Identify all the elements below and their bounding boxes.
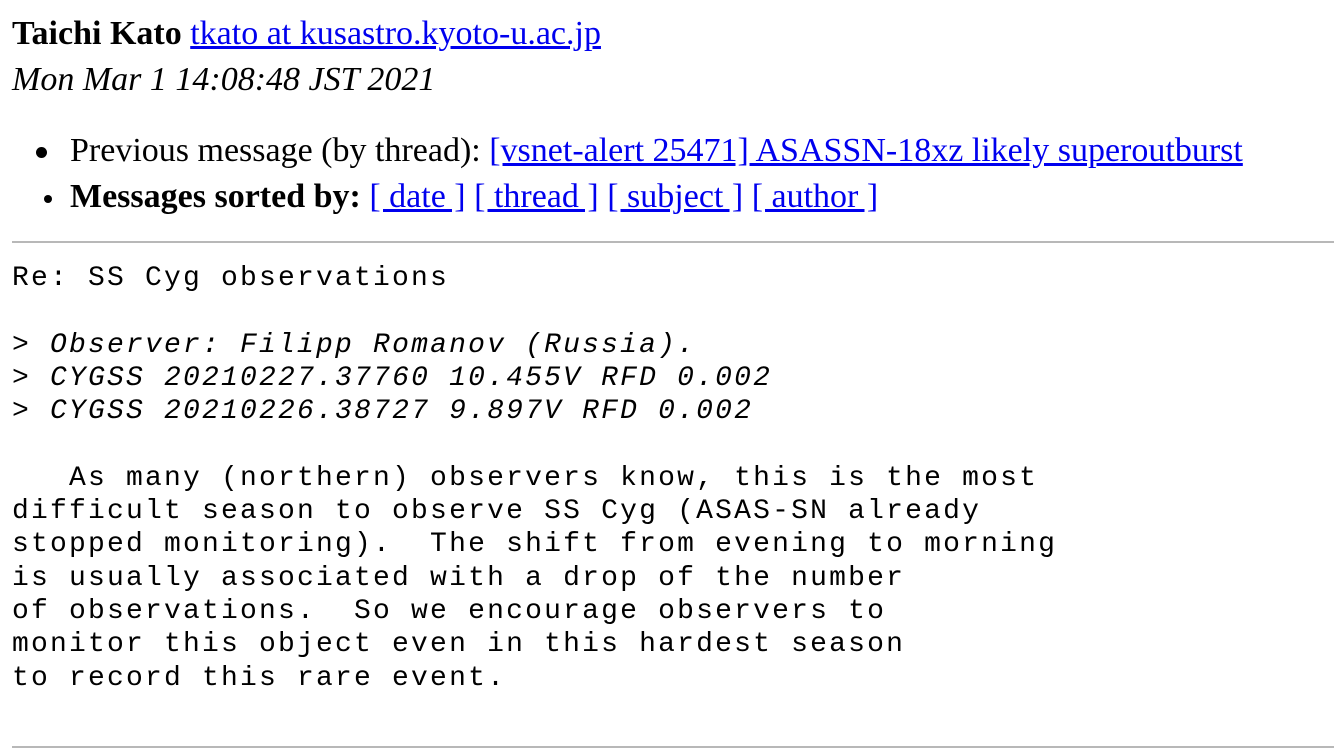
sort-by-subject-link[interactable]: [ subject ] — [607, 178, 744, 215]
sorted-by-item — [0, 174, 1334, 220]
subject-line: Re: SS Cyg observations — [12, 263, 450, 294]
previous-message-label: Previous message (by thread): — [70, 132, 490, 169]
bullet-icon — [44, 195, 52, 203]
previous-message-item — [0, 128, 1334, 174]
sort-by-date-link[interactable]: [ date ] — [369, 178, 466, 215]
body-line: to record this rare event. — [12, 662, 507, 694]
quote-marker: > — [12, 396, 51, 428]
sorted-by-label: Messages sorted by: — [70, 178, 361, 215]
quoted-line: Observer: Filipp Romanov (Russia). — [50, 329, 697, 361]
sort-by-thread-link[interactable]: [ thread ] — [474, 178, 599, 215]
previous-message-link[interactable]: [vsnet-alert 25471] ASASSN-18xz likely superoutburst — [489, 132, 1243, 169]
author-name: Taichi Kato — [12, 15, 182, 52]
quoted-line: CYGSS 20210226.38727 9.897V RFD 0.002 — [50, 396, 754, 428]
sort-by-author-link[interactable]: [ author ] — [751, 178, 879, 215]
author-email-link[interactable]: tkato at kusastro.kyoto-u.ac.jp — [190, 15, 601, 52]
message-navigation — [0, 128, 1334, 220]
quote-marker: > — [12, 329, 51, 361]
body-line: is usually associated with a drop of the number — [12, 562, 906, 594]
body-line: difficult season to observe SS Cyg (ASAS-SN already — [12, 496, 982, 528]
message-date: Mon Mar 1 14:08:48 JST 2021 — [12, 61, 436, 98]
bullet-icon — [36, 147, 47, 158]
message-body — [12, 262, 1057, 695]
body-line: stopped monitoring). The shift from evening to morning — [12, 529, 1058, 561]
body-line: As many (northern) observers know, this is the most — [12, 462, 1039, 494]
quote-marker: > — [12, 362, 51, 394]
quoted-line: CYGSS 20210227.37760 10.455V RFD 0.002 — [50, 362, 773, 394]
body-line: of observations. So we encourage observers to — [12, 595, 887, 627]
body-line: monitor this object even in this hardest season — [12, 629, 906, 661]
divider — [12, 241, 1334, 243]
divider — [12, 746, 1334, 748]
author-line — [12, 14, 601, 54]
